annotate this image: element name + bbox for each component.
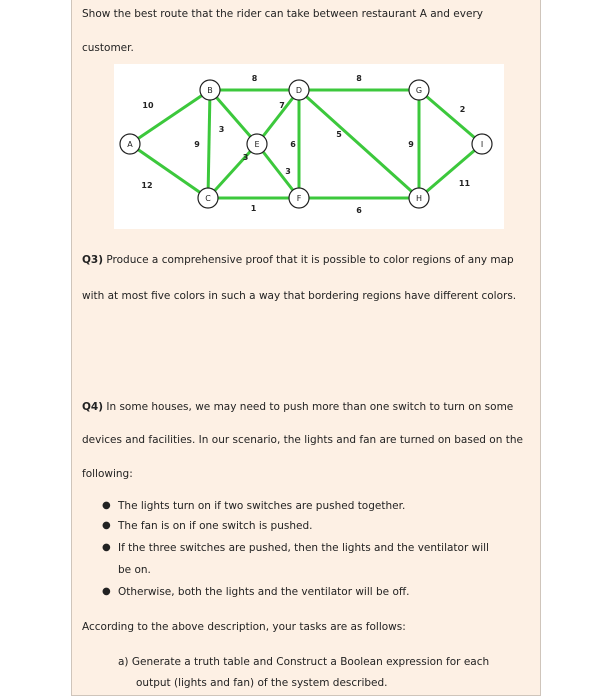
edge-weight-h-i: 11 bbox=[458, 179, 471, 188]
edge-c-e bbox=[208, 144, 257, 198]
q4-bullet-3-cont: be on. bbox=[118, 564, 151, 576]
node-label-i: I bbox=[480, 140, 484, 149]
q4-task-a-line1: a) Generate a truth table and Construct a Boolean expression for each bbox=[118, 656, 490, 668]
edge-weight-b-c: 9 bbox=[194, 140, 200, 149]
route-graph bbox=[114, 64, 504, 229]
edge-weight-d-f: 6 bbox=[290, 140, 296, 149]
q4-bullet-4: Otherwise, both the lights and the ventilator will be off. bbox=[118, 586, 410, 598]
node-label-e: E bbox=[254, 140, 260, 149]
node-label-a: A bbox=[127, 140, 133, 149]
route-graph-svg bbox=[114, 64, 504, 229]
q4-line1 bbox=[82, 400, 513, 414]
edge-a-b bbox=[130, 90, 210, 144]
edge-b-e bbox=[210, 90, 257, 144]
q4-line3: following: bbox=[82, 468, 133, 480]
edge-h-i bbox=[419, 144, 482, 198]
node-label-h: H bbox=[415, 194, 423, 203]
node-label-b: B bbox=[207, 86, 213, 95]
bullet-dot: ● bbox=[102, 520, 111, 531]
edge-weight-d-h: 5 bbox=[336, 130, 342, 139]
edge-weight-c-f: 1 bbox=[250, 204, 257, 213]
edge-weight-g-i: 2 bbox=[459, 105, 466, 114]
bullet-dot: ● bbox=[102, 586, 111, 597]
q4-bullet-2: The fan is on if one switch is pushed. bbox=[118, 520, 313, 532]
node-label-f: F bbox=[296, 194, 302, 203]
q-intro-line1: Show the best route that the rider can take between restaurant A and every bbox=[82, 8, 483, 20]
node-label-g: G bbox=[415, 86, 423, 95]
bullet-dot: ● bbox=[102, 500, 111, 511]
edge-weight-a-c: 12 bbox=[141, 181, 153, 190]
edge-weight-d-e: 7 bbox=[279, 101, 285, 110]
node-label-d: D bbox=[295, 86, 303, 95]
q4-line2: devices and facilities. In our scenario, the lights and fan are turned on based on the bbox=[82, 434, 523, 446]
q4-bullet-3: If the three switches are pushed, then the lights and the ventilator will bbox=[118, 542, 489, 554]
q4-bullet-1: The lights turn on if two switches are pushed together. bbox=[118, 500, 406, 512]
edge-weight-b-e: 3 bbox=[218, 125, 225, 134]
edge-weight-g-h: 9 bbox=[408, 140, 414, 149]
q3-text1: Produce a comprehensive proof that it is possible to color regions of any map bbox=[103, 254, 514, 266]
edge-d-h bbox=[299, 90, 419, 198]
q4-tasks-intro: According to the above description, your tasks are as follows: bbox=[82, 621, 406, 633]
q3-label: Q3) bbox=[82, 254, 104, 266]
document-page bbox=[71, 0, 541, 696]
edge-weight-c-e: 3 bbox=[242, 153, 249, 162]
edge-weight-b-d: 8 bbox=[251, 74, 258, 83]
q3-line2: with at most five colors in such a way that bordering regions have different colors. bbox=[82, 290, 517, 302]
q4-label: Q4) bbox=[82, 401, 104, 413]
edge-weight-e-f: 3 bbox=[285, 167, 291, 176]
node-label-c: C bbox=[205, 194, 211, 203]
q3-line1 bbox=[82, 253, 514, 267]
edge-weight-f-h: 6 bbox=[356, 206, 362, 215]
q4-text1: In some houses, we may need to push more than one switch to turn on some bbox=[103, 401, 514, 413]
q4-task-a-line2: output (lights and fan) of the system described. bbox=[136, 677, 388, 689]
edge-b-c bbox=[208, 90, 210, 198]
edge-weight-a-b: 10 bbox=[142, 101, 154, 110]
edge-weight-d-g: 8 bbox=[356, 74, 362, 83]
edge-g-i bbox=[419, 90, 482, 144]
q-intro-line2: customer. bbox=[82, 42, 134, 54]
bullet-dot: ● bbox=[102, 542, 111, 553]
